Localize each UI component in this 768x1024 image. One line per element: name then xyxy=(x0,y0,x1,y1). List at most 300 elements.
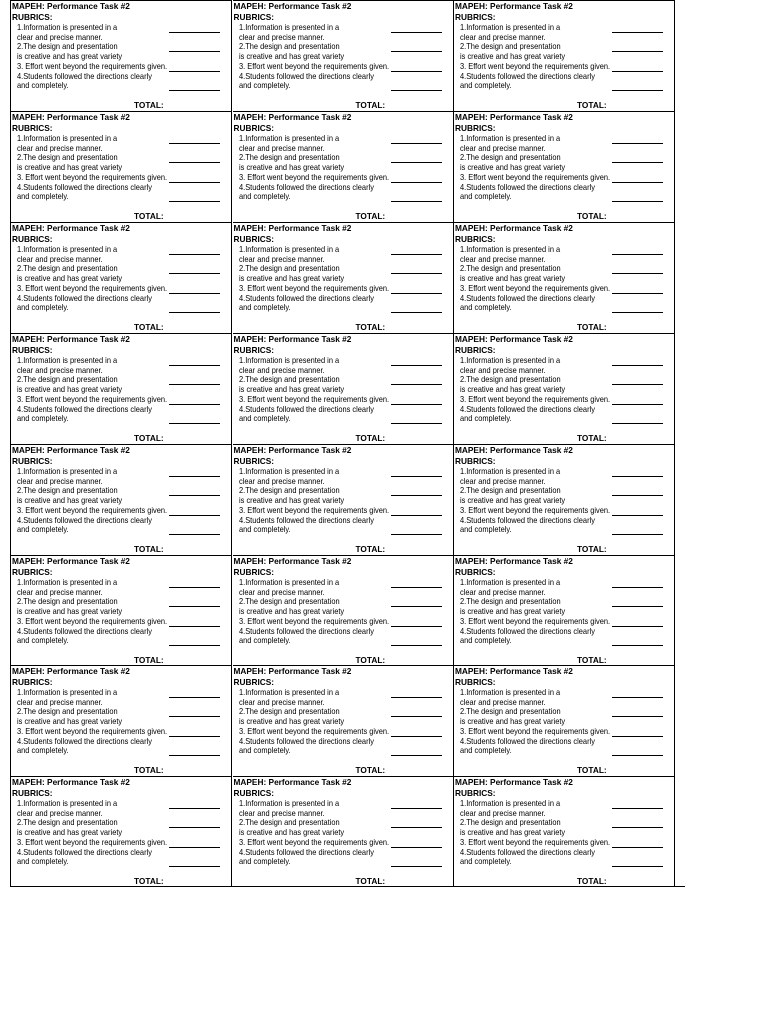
criterion-line: clear and precise manner. xyxy=(17,809,103,819)
score-blank[interactable] xyxy=(169,716,220,717)
score-blank[interactable] xyxy=(169,847,220,848)
criterion-line: 2.The design and presentation xyxy=(17,596,118,606)
criterion-line: clear and precise manner. xyxy=(460,698,546,708)
total-label: TOTAL: xyxy=(134,543,164,554)
criterion-line: 1.Information is presented in a xyxy=(17,577,118,587)
criterion-line: is creative and has great variety xyxy=(238,495,344,505)
criterion-line: 3. Effort went beyond the requirements given. xyxy=(460,838,611,848)
criterion-line: 1.Information is presented in a xyxy=(460,466,561,476)
criterion-line: 2.The design and presentation xyxy=(238,485,340,495)
criterion-line: 1.Information is presented in a xyxy=(17,244,118,254)
score-blank[interactable] xyxy=(169,534,220,535)
criterion-line: 3. Effort went beyond the requirements given. xyxy=(17,727,168,737)
criterion-line: clear and precise manner. xyxy=(238,587,325,597)
score-blank[interactable] xyxy=(612,827,663,828)
criterion-line: clear and precise manner. xyxy=(238,809,325,819)
rubrics-label: RUBRICS: xyxy=(12,677,53,688)
score-blank[interactable] xyxy=(169,293,220,294)
score-blank[interactable] xyxy=(391,51,442,52)
criterion-line: 4.Students followed the directions clearly xyxy=(238,182,374,192)
criterion-line: is creative and has great variety xyxy=(460,495,566,505)
score-blank[interactable] xyxy=(169,808,220,809)
score-blank[interactable] xyxy=(612,90,663,91)
score-blank[interactable] xyxy=(391,143,442,144)
score-blank[interactable] xyxy=(612,476,663,477)
criterion-line: clear and precise manner. xyxy=(460,254,546,264)
score-blank[interactable] xyxy=(391,182,442,183)
score-blank[interactable] xyxy=(612,143,663,144)
total-label: TOTAL: xyxy=(355,876,386,887)
rubric-card xyxy=(11,333,232,444)
score-blank[interactable] xyxy=(612,587,663,588)
rubrics-label: RUBRICS: xyxy=(455,677,496,688)
card-title: MAPEH: Performance Task #2 xyxy=(233,444,352,455)
criterion-line: 3. Effort went beyond the requirements given. xyxy=(17,616,168,626)
rubric-card xyxy=(233,665,454,776)
criterion-line: clear and precise manner. xyxy=(238,254,325,264)
criterion-line: and completely. xyxy=(460,635,512,645)
rubrics-label: RUBRICS: xyxy=(233,677,275,688)
criterion-line: 2.The design and presentation xyxy=(17,152,118,162)
score-blank[interactable] xyxy=(169,201,220,202)
criterion-line: 1.Information is presented in a xyxy=(17,688,118,698)
score-blank[interactable] xyxy=(612,404,663,405)
rubric-card xyxy=(454,444,675,555)
criterion-line: 4.Students followed the directions clearly xyxy=(460,404,595,414)
card-title: MAPEH: Performance Task #2 xyxy=(12,777,130,788)
score-blank[interactable] xyxy=(391,423,442,424)
score-blank[interactable] xyxy=(169,495,220,496)
criterion-line: 3. Effort went beyond the requirements given. xyxy=(17,62,168,71)
criterion-line: 2.The design and presentation xyxy=(238,263,340,273)
criterion-line: is creative and has great variety xyxy=(238,52,344,61)
score-blank[interactable] xyxy=(169,32,220,33)
card-title: MAPEH: Performance Task #2 xyxy=(12,666,130,677)
score-blank[interactable] xyxy=(391,273,442,274)
score-blank[interactable] xyxy=(169,423,220,424)
criterion-line: 2.The design and presentation xyxy=(460,374,561,384)
card-title: MAPEH: Performance Task #2 xyxy=(12,555,130,566)
score-blank[interactable] xyxy=(169,384,220,385)
criterion-line: 1.Information is presented in a xyxy=(460,688,561,698)
criterion-line: 1.Information is presented in a xyxy=(17,799,118,809)
rubrics-label: RUBRICS: xyxy=(233,12,275,22)
score-blank[interactable] xyxy=(169,515,220,516)
criterion-line: 1.Information is presented in a xyxy=(460,23,561,32)
score-blank[interactable] xyxy=(169,587,220,588)
score-blank[interactable] xyxy=(612,808,663,809)
criterion-line: clear and precise manner. xyxy=(17,587,103,597)
criterion-line: 2.The design and presentation xyxy=(17,818,118,828)
rubric-card xyxy=(11,222,232,333)
card-title: MAPEH: Performance Task #2 xyxy=(233,333,352,344)
total-label: TOTAL: xyxy=(355,654,386,665)
rubrics-label: RUBRICS: xyxy=(12,788,53,799)
total-label: TOTAL: xyxy=(577,654,607,665)
card-title: MAPEH: Performance Task #2 xyxy=(455,666,573,677)
card-title: MAPEH: Performance Task #2 xyxy=(233,111,352,122)
rubric-card xyxy=(11,555,232,666)
criterion-line: 4.Students followed the directions clearly xyxy=(238,848,374,858)
criterion-line: 1.Information is presented in a xyxy=(238,466,339,476)
score-blank[interactable] xyxy=(391,312,442,313)
total-label: TOTAL: xyxy=(134,876,164,887)
rubrics-label: RUBRICS: xyxy=(455,122,496,133)
rubrics-label: RUBRICS: xyxy=(455,344,496,355)
rubrics-label: RUBRICS: xyxy=(455,455,496,466)
score-blank[interactable] xyxy=(391,827,442,828)
criterion-line: 2.The design and presentation xyxy=(460,263,561,273)
score-blank[interactable] xyxy=(612,626,663,627)
criterion-line: is creative and has great variety xyxy=(238,606,344,616)
card-title: MAPEH: Performance Task #2 xyxy=(233,666,352,677)
criterion-line: and completely. xyxy=(17,746,69,756)
rubrics-label: RUBRICS: xyxy=(12,122,53,133)
score-blank[interactable] xyxy=(612,736,663,737)
criterion-line: and completely. xyxy=(17,81,69,90)
card-title: MAPEH: Performance Task #2 xyxy=(455,333,573,344)
score-blank[interactable] xyxy=(391,606,442,607)
criterion-line: is creative and has great variety xyxy=(17,495,123,505)
card-title: MAPEH: Performance Task #2 xyxy=(233,555,352,566)
score-blank[interactable] xyxy=(391,404,442,405)
score-blank[interactable] xyxy=(612,182,663,183)
score-blank[interactable] xyxy=(612,51,663,52)
total-label: TOTAL: xyxy=(577,765,607,776)
score-blank[interactable] xyxy=(169,697,220,698)
rubric-card xyxy=(11,665,232,776)
criterion-line: is creative and has great variety xyxy=(460,52,566,61)
score-blank[interactable] xyxy=(391,866,442,867)
rubric-card xyxy=(454,776,675,887)
criterion-line: 4.Students followed the directions clearly xyxy=(460,626,595,636)
score-blank[interactable] xyxy=(612,273,663,274)
criterion-line: and completely. xyxy=(238,81,291,90)
criterion-line: clear and precise manner. xyxy=(17,254,103,264)
rubrics-label: RUBRICS: xyxy=(233,455,275,466)
criterion-line: 1.Information is presented in a xyxy=(17,466,118,476)
card-title: MAPEH: Performance Task #2 xyxy=(455,444,573,455)
criterion-line: 4.Students followed the directions clearly xyxy=(460,737,595,747)
score-blank[interactable] xyxy=(612,716,663,717)
criterion-line: and completely. xyxy=(17,857,69,867)
score-blank[interactable] xyxy=(391,384,442,385)
criterion-line: 1.Information is presented in a xyxy=(460,577,561,587)
rubrics-label: RUBRICS: xyxy=(12,566,53,577)
criterion-line: 1.Information is presented in a xyxy=(238,577,339,587)
criterion-line: 2.The design and presentation xyxy=(460,42,561,51)
criterion-line: and completely. xyxy=(460,413,512,423)
criterion-line: 4.Students followed the directions clearly xyxy=(460,848,595,858)
score-blank[interactable] xyxy=(391,254,442,255)
criterion-line: and completely. xyxy=(238,524,291,534)
criterion-line: clear and precise manner. xyxy=(238,476,325,486)
criterion-line: and completely. xyxy=(238,746,291,756)
criterion-line: 3. Effort went beyond the requirements given. xyxy=(17,394,168,404)
score-blank[interactable] xyxy=(391,71,442,72)
score-blank[interactable] xyxy=(612,32,663,33)
score-blank[interactable] xyxy=(391,534,442,535)
criterion-line: 4.Students followed the directions clearly xyxy=(238,72,374,81)
criterion-line: and completely. xyxy=(17,524,69,534)
criterion-line: 3. Effort went beyond the requirements given. xyxy=(460,394,611,404)
score-blank[interactable] xyxy=(391,697,442,698)
score-blank[interactable] xyxy=(391,162,442,163)
card-title: MAPEH: Performance Task #2 xyxy=(455,1,573,11)
criterion-line: is creative and has great variety xyxy=(17,606,123,616)
score-blank[interactable] xyxy=(169,273,220,274)
criterion-line: and completely. xyxy=(460,857,512,867)
criterion-line: 4.Students followed the directions clearly xyxy=(460,182,595,192)
score-blank[interactable] xyxy=(612,365,663,366)
rubric-card xyxy=(233,111,454,222)
criterion-line: and completely. xyxy=(238,635,291,645)
total-label: TOTAL: xyxy=(577,876,607,887)
criterion-line: 1.Information is presented in a xyxy=(17,133,118,143)
score-blank[interactable] xyxy=(612,495,663,496)
score-blank[interactable] xyxy=(169,182,220,183)
criterion-line: 2.The design and presentation xyxy=(17,42,118,51)
criterion-line: 1.Information is presented in a xyxy=(238,799,339,809)
score-blank[interactable] xyxy=(169,606,220,607)
criterion-line: 4.Students followed the directions clearly xyxy=(460,72,595,81)
score-blank[interactable] xyxy=(169,404,220,405)
criterion-line: 1.Information is presented in a xyxy=(238,133,339,143)
criterion-line: and completely. xyxy=(460,746,512,756)
criterion-line: 4.Students followed the directions clearly xyxy=(238,404,374,414)
rubrics-label: RUBRICS: xyxy=(233,788,275,799)
rubrics-label: RUBRICS: xyxy=(12,233,53,244)
criterion-line: and completely. xyxy=(238,191,291,201)
score-blank[interactable] xyxy=(169,143,220,144)
criterion-line: and completely. xyxy=(460,302,512,312)
rubrics-label: RUBRICS: xyxy=(455,788,496,799)
score-blank[interactable] xyxy=(612,312,663,313)
score-blank[interactable] xyxy=(169,71,220,72)
criterion-line: clear and precise manner. xyxy=(238,33,325,42)
score-blank[interactable] xyxy=(169,755,220,756)
criterion-line: clear and precise manner. xyxy=(460,587,546,597)
criterion-line: is creative and has great variety xyxy=(460,273,566,283)
score-blank[interactable] xyxy=(612,866,663,867)
criterion-line: 3. Effort went beyond the requirements given. xyxy=(460,283,611,293)
score-blank[interactable] xyxy=(391,90,442,91)
criterion-line: is creative and has great variety xyxy=(17,273,123,283)
rubric-card xyxy=(454,555,675,666)
score-blank[interactable] xyxy=(391,201,442,202)
criterion-line: 1.Information is presented in a xyxy=(17,355,118,365)
criterion-line: 4.Students followed the directions clearly xyxy=(238,293,374,303)
criterion-line: 3. Effort went beyond the requirements given. xyxy=(460,727,611,737)
card-title: MAPEH: Performance Task #2 xyxy=(455,111,573,122)
rubric-card xyxy=(233,555,454,666)
criterion-line: 4.Students followed the directions clearly xyxy=(17,72,152,81)
criterion-line: is creative and has great variety xyxy=(238,162,344,172)
criterion-line: is creative and has great variety xyxy=(17,717,123,727)
score-blank[interactable] xyxy=(391,755,442,756)
criterion-line: 2.The design and presentation xyxy=(460,596,561,606)
score-blank[interactable] xyxy=(169,51,220,52)
score-blank[interactable] xyxy=(612,755,663,756)
criterion-line: 4.Students followed the directions clearly xyxy=(238,737,374,747)
total-label: TOTAL: xyxy=(134,210,164,221)
criterion-line: clear and precise manner. xyxy=(17,698,103,708)
criterion-line: and completely. xyxy=(460,191,512,201)
total-label: TOTAL: xyxy=(355,210,386,221)
criterion-line: 4.Students followed the directions clearly xyxy=(17,848,152,858)
criterion-line: 2.The design and presentation xyxy=(17,263,118,273)
score-blank[interactable] xyxy=(169,866,220,867)
criterion-line: clear and precise manner. xyxy=(17,143,103,153)
rubric-card xyxy=(454,111,675,222)
rubric-sheet xyxy=(10,0,685,887)
score-blank[interactable] xyxy=(612,201,663,202)
rubric-card xyxy=(454,222,675,333)
score-blank[interactable] xyxy=(612,71,663,72)
score-blank[interactable] xyxy=(169,254,220,255)
score-blank[interactable] xyxy=(612,293,663,294)
score-blank[interactable] xyxy=(391,32,442,33)
rubrics-label: RUBRICS: xyxy=(12,455,53,466)
criterion-line: 3. Effort went beyond the requirements given. xyxy=(460,616,611,626)
criterion-line: 4.Students followed the directions clearly xyxy=(17,626,152,636)
score-blank[interactable] xyxy=(391,626,442,627)
criterion-line: clear and precise manner. xyxy=(460,476,546,486)
criterion-line: 4.Students followed the directions clearly xyxy=(238,515,374,525)
criterion-line: 2.The design and presentation xyxy=(17,707,118,717)
total-label: TOTAL: xyxy=(134,100,164,110)
score-blank[interactable] xyxy=(612,515,663,516)
score-blank[interactable] xyxy=(391,587,442,588)
score-blank[interactable] xyxy=(169,736,220,737)
card-title: MAPEH: Performance Task #2 xyxy=(455,777,573,788)
score-blank[interactable] xyxy=(391,365,442,366)
score-blank[interactable] xyxy=(612,423,663,424)
score-blank[interactable] xyxy=(391,847,442,848)
criterion-line: is creative and has great variety xyxy=(238,273,344,283)
criterion-line: and completely. xyxy=(17,302,69,312)
score-blank[interactable] xyxy=(169,827,220,828)
rubrics-label: RUBRICS: xyxy=(455,566,496,577)
score-blank[interactable] xyxy=(169,162,220,163)
card-title: MAPEH: Performance Task #2 xyxy=(12,444,130,455)
total-label: TOTAL: xyxy=(134,654,164,665)
score-blank[interactable] xyxy=(391,736,442,737)
rubric-card xyxy=(233,776,454,887)
criterion-line: clear and precise manner. xyxy=(17,365,103,375)
criterion-line: 3. Effort went beyond the requirements given. xyxy=(460,505,611,515)
criterion-line: clear and precise manner. xyxy=(17,476,103,486)
score-blank[interactable] xyxy=(612,606,663,607)
criterion-line: is creative and has great variety xyxy=(17,52,123,61)
score-blank[interactable] xyxy=(612,162,663,163)
total-label: TOTAL: xyxy=(577,321,607,332)
rubric-card xyxy=(11,776,232,887)
score-blank[interactable] xyxy=(169,312,220,313)
rubric-card xyxy=(11,111,232,222)
rubric-card xyxy=(454,333,675,444)
score-blank[interactable] xyxy=(612,847,663,848)
score-blank[interactable] xyxy=(612,534,663,535)
score-blank[interactable] xyxy=(391,293,442,294)
rubric-card xyxy=(454,0,675,111)
criterion-line: 4.Students followed the directions clearly xyxy=(460,293,595,303)
score-blank[interactable] xyxy=(612,384,663,385)
total-label: TOTAL: xyxy=(355,543,386,554)
criterion-line: 1.Information is presented in a xyxy=(238,23,339,32)
rubrics-label: RUBRICS: xyxy=(12,344,53,355)
score-blank[interactable] xyxy=(391,808,442,809)
score-blank[interactable] xyxy=(169,476,220,477)
criterion-line: 3. Effort went beyond the requirements given. xyxy=(17,172,168,182)
score-blank[interactable] xyxy=(612,254,663,255)
criterion-line: 3. Effort went beyond the requirements given. xyxy=(238,283,389,293)
rubric-card xyxy=(233,444,454,555)
total-label: TOTAL: xyxy=(134,432,164,443)
card-title: MAPEH: Performance Task #2 xyxy=(233,777,352,788)
criterion-line: clear and precise manner. xyxy=(460,809,546,819)
score-blank[interactable] xyxy=(391,716,442,717)
score-blank[interactable] xyxy=(391,476,442,477)
score-blank[interactable] xyxy=(612,645,663,646)
score-blank[interactable] xyxy=(169,365,220,366)
criterion-line: clear and precise manner. xyxy=(460,365,546,375)
total-label: TOTAL: xyxy=(577,210,607,221)
score-blank[interactable] xyxy=(391,495,442,496)
criterion-line: clear and precise manner. xyxy=(238,365,325,375)
score-blank[interactable] xyxy=(169,645,220,646)
criterion-line: clear and precise manner. xyxy=(238,698,325,708)
score-blank[interactable] xyxy=(391,645,442,646)
criterion-line: 2.The design and presentation xyxy=(238,374,340,384)
score-blank[interactable] xyxy=(169,90,220,91)
criterion-line: is creative and has great variety xyxy=(17,828,123,838)
total-label: TOTAL: xyxy=(355,100,386,110)
criterion-line: is creative and has great variety xyxy=(17,384,123,394)
rubrics-label: RUBRICS: xyxy=(455,233,496,244)
card-title: MAPEH: Performance Task #2 xyxy=(12,222,130,233)
criterion-line: clear and precise manner. xyxy=(17,33,103,42)
criterion-line: 4.Students followed the directions clearly xyxy=(17,404,152,414)
criterion-line: 3. Effort went beyond the requirements given. xyxy=(17,505,168,515)
total-label: TOTAL: xyxy=(355,321,386,332)
card-title: MAPEH: Performance Task #2 xyxy=(12,1,130,11)
criterion-line: 3. Effort went beyond the requirements given. xyxy=(460,62,611,71)
score-blank[interactable] xyxy=(169,626,220,627)
criterion-line: 3. Effort went beyond the requirements given. xyxy=(238,727,389,737)
criterion-line: 3. Effort went beyond the requirements given. xyxy=(238,172,389,182)
criterion-line: and completely. xyxy=(460,524,512,534)
rubrics-label: RUBRICS: xyxy=(233,233,275,244)
criterion-line: 1.Information is presented in a xyxy=(460,244,561,254)
rubric-card xyxy=(233,333,454,444)
rubric-card xyxy=(233,222,454,333)
criterion-line: 2.The design and presentation xyxy=(238,818,340,828)
criterion-line: clear and precise manner. xyxy=(460,33,546,42)
rubrics-label: RUBRICS: xyxy=(12,12,53,22)
total-label: TOTAL: xyxy=(355,765,386,776)
criterion-line: is creative and has great variety xyxy=(460,384,566,394)
criterion-line: 2.The design and presentation xyxy=(238,152,340,162)
criterion-line: 1.Information is presented in a xyxy=(238,688,339,698)
criterion-line: 3. Effort went beyond the requirements given. xyxy=(238,505,389,515)
score-blank[interactable] xyxy=(391,515,442,516)
total-label: TOTAL: xyxy=(355,432,386,443)
card-title: MAPEH: Performance Task #2 xyxy=(233,1,352,11)
score-blank[interactable] xyxy=(612,697,663,698)
criterion-line: 1.Information is presented in a xyxy=(238,244,339,254)
criterion-line: 3. Effort went beyond the requirements given. xyxy=(238,616,389,626)
